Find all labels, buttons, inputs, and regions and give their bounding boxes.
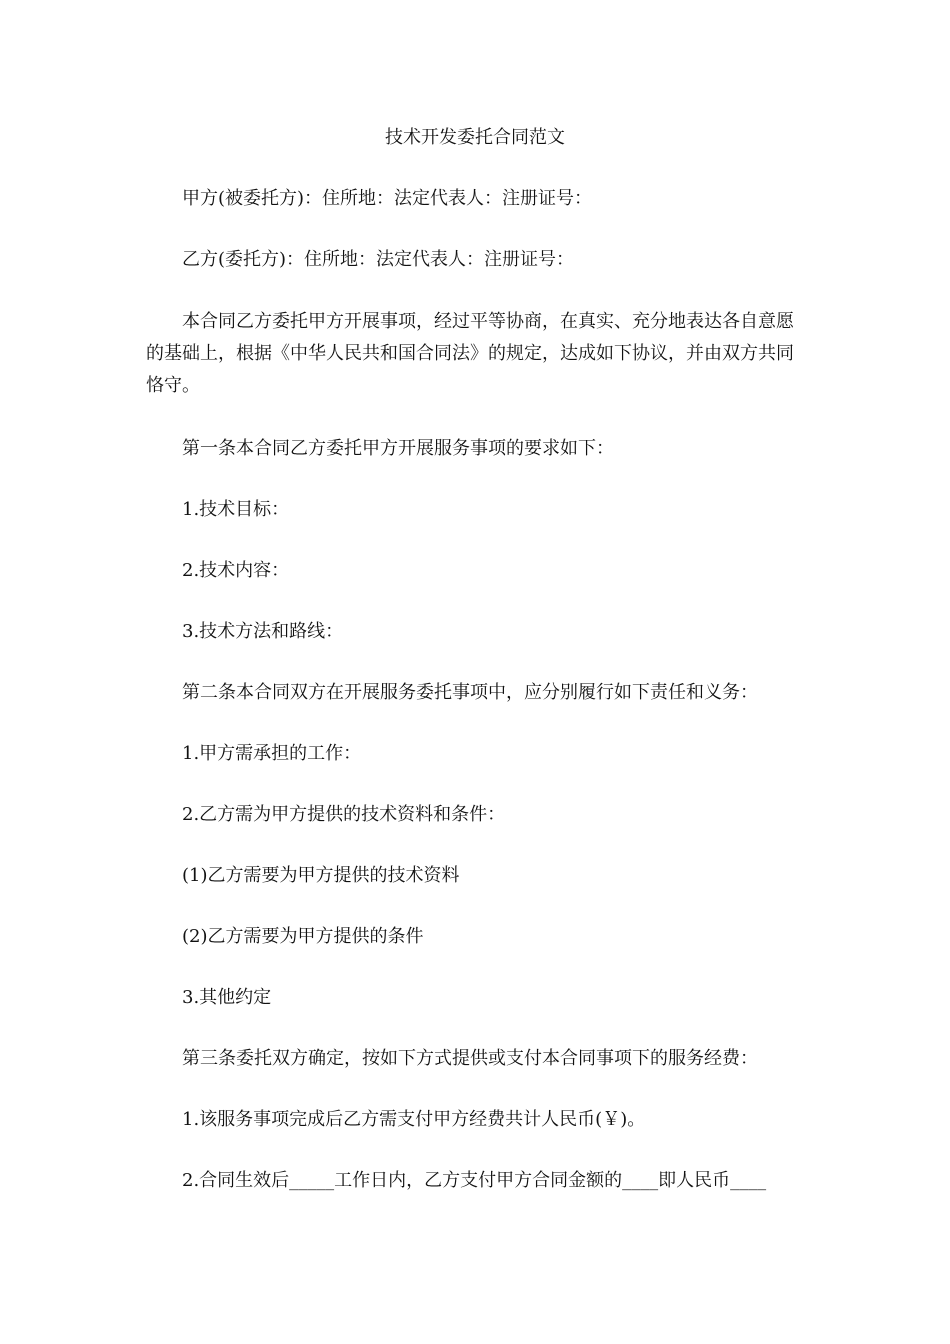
article-2-heading: 第二条本合同双方在开展服务委托事项中，应分别履行如下责任和义务： [182,682,758,703]
document-title: 技术开发委托合同范文 [385,127,565,148]
article-2-item-3: 3.其他约定 [182,987,272,1008]
preamble-paragraph: 本合同乙方委托甲方开展事项，经过平等协商，在真实、充分地表达各自意愿的基础上，根据《中华人民共和国合同法》的规定，达成如下协议，并由双方共同恪守。 [146,311,794,396]
article-2-subitem-2: (2)乙方需要为甲方提供的条件 [182,926,424,947]
article-1-item-2: 2.技术内容： [182,560,290,581]
article-1-item-1: 1.技术目标： [182,499,290,520]
article-3-item-1: 1.该服务事项完成后乙方需支付甲方经费共计人民币(￥)。 [182,1109,646,1130]
article-3-item-2: 2.合同生效后_____工作日内，乙方支付甲方合同金额的____即人民币____ [182,1170,767,1191]
article-2-item-2: 2.乙方需为甲方提供的技术资料和条件： [182,804,506,825]
article-2-subitem-1: (1)乙方需要为甲方提供的技术资料 [182,865,460,886]
party-a-line: 甲方(被委托方)：住所地：法定代表人：注册证号： [182,188,593,209]
article-1-heading: 第一条本合同乙方委托甲方开展服务事项的要求如下： [182,438,614,459]
article-2-item-1: 1.甲方需承担的工作： [182,743,362,764]
party-b-line: 乙方(委托方)：住所地：法定代表人：注册证号： [182,249,575,270]
article-3-heading: 第三条委托双方确定，按如下方式提供或支付本合同事项下的服务经费： [182,1048,758,1069]
article-1-item-3: 3.技术方法和路线： [182,621,344,642]
